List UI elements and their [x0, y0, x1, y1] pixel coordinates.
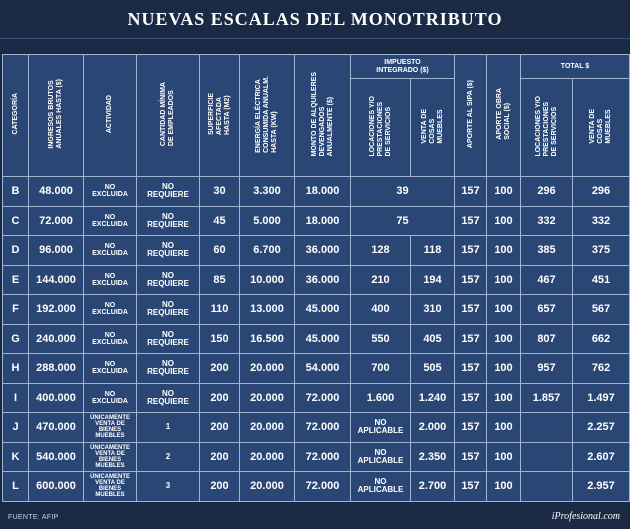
cell-categoria: E — [3, 265, 29, 295]
cell-alquileres: 72.000 — [295, 383, 351, 413]
cell-energia: 6.700 — [240, 236, 295, 266]
cell-actividad: NO EXCLUIDA — [84, 295, 137, 325]
cell-empleados: NO REQUIERE — [137, 236, 200, 266]
cell-empleados: NO REQUIERE — [137, 383, 200, 413]
cell-total-venta: 332 — [573, 206, 630, 236]
cell-ingresos: 470.000 — [29, 413, 84, 443]
header-obra-social: APORTE OBRA SOCIAL ($) — [487, 55, 521, 177]
cell-alquileres: 36.000 — [295, 265, 351, 295]
cell-impuesto-locaciones: 400 — [351, 295, 411, 325]
cell-impuesto-merged: 75 — [351, 206, 455, 236]
cell-categoria: B — [3, 177, 29, 207]
cell-obra-social: 100 — [487, 354, 521, 384]
cell-empleados: 3 — [137, 472, 200, 502]
cell-actividad: NO EXCLUIDA — [84, 354, 137, 384]
cell-empleados: NO REQUIERE — [137, 265, 200, 295]
header-superficie: SUPERFICIE AFECTADA HASTA (M2) — [200, 55, 240, 177]
cell-total-locaciones: 332 — [521, 206, 573, 236]
cell-empleados: 2 — [137, 442, 200, 472]
cell-ingresos: 48.000 — [29, 177, 84, 207]
cell-ingresos: 72.000 — [29, 206, 84, 236]
table-row — [3, 177, 630, 207]
cell-sipa: 157 — [455, 236, 487, 266]
cell-total-venta: 451 — [573, 265, 630, 295]
cell-sipa: 157 — [455, 265, 487, 295]
cell-energia: 10.000 — [240, 265, 295, 295]
cell-sipa: 157 — [455, 383, 487, 413]
cell-superficie: 200 — [200, 383, 240, 413]
cell-impuesto-venta: 2.700 — [411, 472, 455, 502]
table-row — [3, 324, 630, 354]
cell-total-venta: 2.607 — [573, 442, 630, 472]
cell-energia: 20.000 — [240, 354, 295, 384]
cell-total-locaciones — [521, 442, 573, 472]
cell-total-venta: 375 — [573, 236, 630, 266]
cell-empleados: NO REQUIERE — [137, 177, 200, 207]
cell-sipa: 157 — [455, 206, 487, 236]
cell-superficie: 60 — [200, 236, 240, 266]
table-row — [3, 413, 630, 443]
cell-actividad: NO EXCLUIDA — [84, 324, 137, 354]
cell-ingresos: 600.000 — [29, 472, 84, 502]
cell-impuesto-locaciones: NO APLICABLE — [351, 413, 411, 443]
cell-obra-social: 100 — [487, 177, 521, 207]
table-row — [3, 354, 630, 384]
cell-actividad: NO EXCLUIDA — [84, 265, 137, 295]
cell-total-locaciones: 1.857 — [521, 383, 573, 413]
cell-alquileres: 18.000 — [295, 206, 351, 236]
cell-total-venta: 567 — [573, 295, 630, 325]
cell-alquileres: 45.000 — [295, 295, 351, 325]
cell-impuesto-merged: 39 — [351, 177, 455, 207]
cell-total-locaciones — [521, 413, 573, 443]
header-total-venta: VENTA DE COSAS MUEBLES — [573, 79, 630, 177]
cell-superficie: 150 — [200, 324, 240, 354]
cell-sipa: 157 — [455, 472, 487, 502]
cell-actividad: NO EXCLUIDA — [84, 206, 137, 236]
source-note: FUENTE: AFIP — [8, 514, 59, 521]
cell-impuesto-locaciones: NO APLICABLE — [351, 442, 411, 472]
table-row — [3, 206, 630, 236]
table-row — [3, 383, 630, 413]
cell-empleados: 1 — [137, 413, 200, 443]
cell-energia: 16.500 — [240, 324, 295, 354]
cell-impuesto-venta: 2.000 — [411, 413, 455, 443]
header-ingresos: INGRESOS BRUTOS ANUALES HASTA ($) — [29, 55, 84, 177]
cell-ingresos: 288.000 — [29, 354, 84, 384]
header-sipa: APORTE AL SIPA ($) — [455, 55, 487, 177]
cell-empleados: NO REQUIERE — [137, 354, 200, 384]
cell-categoria: I — [3, 383, 29, 413]
cell-categoria: K — [3, 442, 29, 472]
cell-obra-social: 100 — [487, 236, 521, 266]
cell-ingresos: 540.000 — [29, 442, 84, 472]
cell-superficie: 200 — [200, 413, 240, 443]
cell-alquileres: 54.000 — [295, 354, 351, 384]
cell-ingresos: 144.000 — [29, 265, 84, 295]
cell-obra-social: 100 — [487, 413, 521, 443]
cell-categoria: C — [3, 206, 29, 236]
cell-superficie: 45 — [200, 206, 240, 236]
cell-impuesto-locaciones: 210 — [351, 265, 411, 295]
table-row — [3, 265, 630, 295]
cell-categoria: J — [3, 413, 29, 443]
cell-actividad: ÚNICAMENTE VENTA DE BIENES MUEBLES — [84, 413, 137, 443]
cell-total-locaciones: 467 — [521, 265, 573, 295]
cell-ingresos: 96.000 — [29, 236, 84, 266]
cell-total-venta: 296 — [573, 177, 630, 207]
table-row — [3, 236, 630, 266]
cell-sipa: 157 — [455, 354, 487, 384]
cell-impuesto-locaciones: 1.600 — [351, 383, 411, 413]
cell-empleados: NO REQUIERE — [137, 324, 200, 354]
cell-actividad: ÚNICAMENTE VENTA DE BIENES MUEBLES — [84, 472, 137, 502]
cell-categoria: H — [3, 354, 29, 384]
cell-sipa: 157 — [455, 177, 487, 207]
cell-impuesto-locaciones: 128 — [351, 236, 411, 266]
cell-total-locaciones — [521, 472, 573, 502]
cell-empleados: NO REQUIERE — [137, 206, 200, 236]
cell-impuesto-venta: 194 — [411, 265, 455, 295]
cell-total-locaciones: 385 — [521, 236, 573, 266]
cell-impuesto-venta: 310 — [411, 295, 455, 325]
cell-total-locaciones: 957 — [521, 354, 573, 384]
cell-energia: 20.000 — [240, 442, 295, 472]
cell-superficie: 200 — [200, 442, 240, 472]
brand-logo: iProfesional.com — [551, 511, 620, 522]
cell-energia: 20.000 — [240, 383, 295, 413]
cell-energia: 20.000 — [240, 413, 295, 443]
cell-alquileres: 72.000 — [295, 442, 351, 472]
cell-sipa: 157 — [455, 413, 487, 443]
header-total: TOTAL $ — [521, 55, 630, 79]
cell-superficie: 30 — [200, 177, 240, 207]
cell-obra-social: 100 — [487, 442, 521, 472]
cell-obra-social: 100 — [487, 324, 521, 354]
cell-superficie: 110 — [200, 295, 240, 325]
cell-ingresos: 240.000 — [29, 324, 84, 354]
title-divider — [0, 38, 630, 39]
header-energia: ENERGÍA ELÉCTRICA CONSUMIDA ANUALM. HASTA (KW) — [240, 55, 295, 177]
cell-categoria: L — [3, 472, 29, 502]
header-total-locaciones: LOCACIONES Y/O PRESTACIONES DE SERVICIOS — [521, 79, 573, 177]
cell-categoria: F — [3, 295, 29, 325]
cell-energia: 5.000 — [240, 206, 295, 236]
cell-energia: 13.000 — [240, 295, 295, 325]
cell-obra-social: 100 — [487, 472, 521, 502]
cell-ingresos: 400.000 — [29, 383, 84, 413]
cell-impuesto-locaciones: 550 — [351, 324, 411, 354]
header-categoria: CATEGORÍA — [3, 55, 29, 177]
cell-alquileres: 72.000 — [295, 472, 351, 502]
cell-obra-social: 100 — [487, 295, 521, 325]
header-impuesto-integrado: IMPUESTO INTEGRADO ($) — [351, 55, 455, 79]
cell-total-venta: 1.497 — [573, 383, 630, 413]
cell-energia: 3.300 — [240, 177, 295, 207]
cell-empleados: NO REQUIERE — [137, 295, 200, 325]
cell-actividad: ÚNICAMENTE VENTA DE BIENES MUEBLES — [84, 442, 137, 472]
cell-alquileres: 18.000 — [295, 177, 351, 207]
cell-obra-social: 100 — [487, 206, 521, 236]
cell-impuesto-venta: 505 — [411, 354, 455, 384]
cell-superficie: 85 — [200, 265, 240, 295]
cell-impuesto-venta: 405 — [411, 324, 455, 354]
cell-total-locaciones: 296 — [521, 177, 573, 207]
cell-sipa: 157 — [455, 324, 487, 354]
cell-impuesto-venta: 1.240 — [411, 383, 455, 413]
cell-superficie: 200 — [200, 354, 240, 384]
cell-sipa: 157 — [455, 295, 487, 325]
cell-categoria: G — [3, 324, 29, 354]
cell-total-venta: 2.257 — [573, 413, 630, 443]
header-impuesto-locaciones: LOCACIONES Y/O PRESTACIONES DE SERVICIOS — [351, 79, 411, 177]
header-actividad: ACTIVIDAD — [84, 55, 137, 177]
header-impuesto-venta: VENTA DE COSAS MUEBLES — [411, 79, 455, 177]
cell-impuesto-venta: 2.350 — [411, 442, 455, 472]
cell-total-venta: 662 — [573, 324, 630, 354]
cell-total-venta: 762 — [573, 354, 630, 384]
cell-obra-social: 100 — [487, 265, 521, 295]
cell-energia: 20.000 — [240, 472, 295, 502]
cell-total-locaciones: 657 — [521, 295, 573, 325]
cell-alquileres: 36.000 — [295, 236, 351, 266]
cell-obra-social: 100 — [487, 383, 521, 413]
table-row — [3, 442, 630, 472]
cell-alquileres: 72.000 — [295, 413, 351, 443]
header-alquileres: MONTO DE ALQUILERES DEVENGADOS ANUALMENTE ($) — [295, 55, 351, 177]
cell-total-venta: 2.957 — [573, 472, 630, 502]
cell-superficie: 200 — [200, 472, 240, 502]
cell-impuesto-locaciones: NO APLICABLE — [351, 472, 411, 502]
table-row — [3, 472, 630, 502]
cell-total-locaciones: 807 — [521, 324, 573, 354]
cell-actividad: NO EXCLUIDA — [84, 236, 137, 266]
page-title: NUEVAS ESCALAS DEL MONOTRIBUTO — [127, 8, 503, 29]
cell-categoria: D — [3, 236, 29, 266]
header-empleados: CANTIDAD MÍNIMA DE EMPLEADOS — [137, 55, 200, 177]
cell-actividad: NO EXCLUIDA — [84, 177, 137, 207]
cell-actividad: NO EXCLUIDA — [84, 383, 137, 413]
cell-alquileres: 45.000 — [295, 324, 351, 354]
cell-impuesto-locaciones: 700 — [351, 354, 411, 384]
cell-sipa: 157 — [455, 442, 487, 472]
cell-impuesto-venta: 118 — [411, 236, 455, 266]
monotributo-table — [2, 54, 630, 502]
table-row — [3, 295, 630, 325]
cell-ingresos: 192.000 — [29, 295, 84, 325]
